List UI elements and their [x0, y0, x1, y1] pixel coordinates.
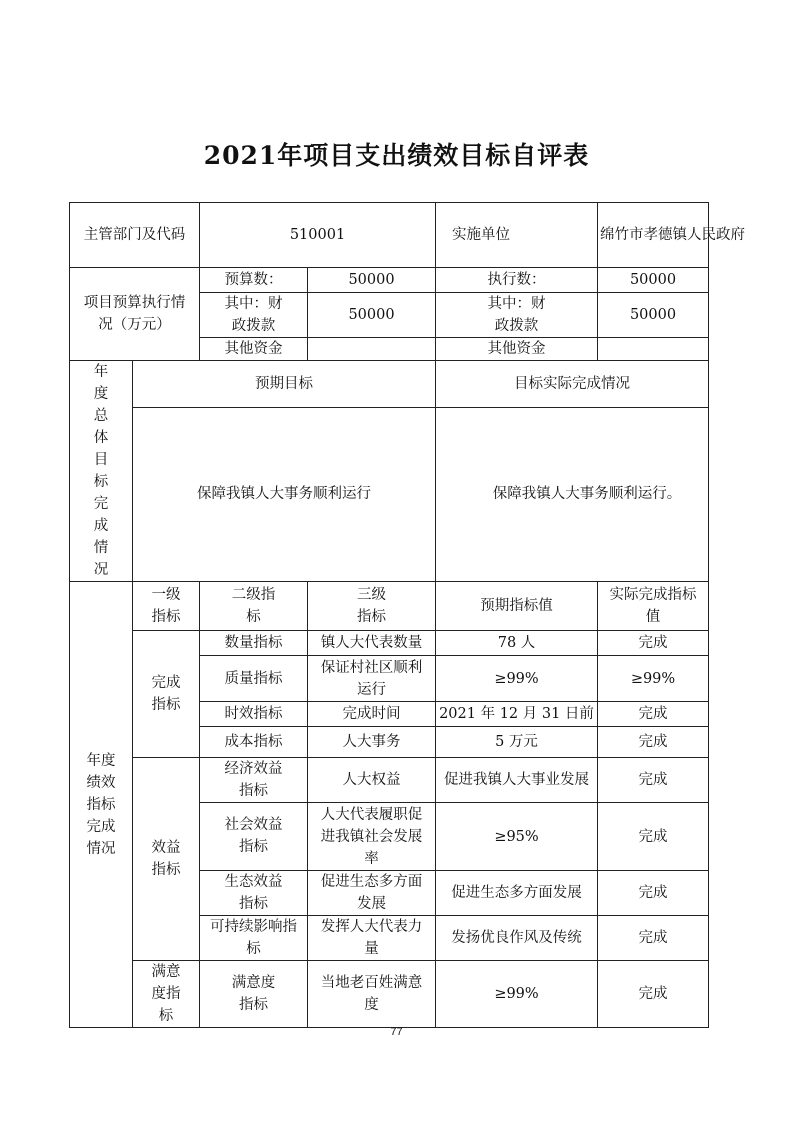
- annual-goal-label: 年度总体目标完成情况: [70, 361, 133, 582]
- actual-cell: 完成: [598, 631, 709, 656]
- indicator-row: [70, 758, 709, 803]
- actual-goal-text: 保障我镇人大事务顺利运行。: [436, 407, 709, 581]
- actual-cell: 完成: [598, 758, 709, 803]
- col-expected: 预期指标值: [436, 582, 598, 631]
- fiscal-value-left: 50000: [308, 293, 436, 338]
- expected-cell: 促进生态多方面发展: [436, 871, 598, 916]
- level2-cell: 数量指标: [200, 631, 308, 656]
- expected-goal-header: 预期目标: [133, 361, 436, 408]
- level2-cell: 可持续影响指标: [200, 916, 308, 961]
- expected-cell: 78 人: [436, 631, 598, 656]
- level3-cell: 当地老百姓满意度: [308, 961, 436, 1028]
- page-title: 2021年项目支出绩效目标自评表: [203, 141, 590, 170]
- expected-cell: 5 万元: [436, 727, 598, 758]
- level3-cell: 人大事务: [308, 727, 436, 758]
- indicator-header-row: [70, 582, 709, 631]
- actual-goal-header: 目标实际完成情况: [436, 361, 709, 408]
- col-level1: 一级指标: [133, 582, 200, 631]
- indicator-row: [70, 961, 709, 1028]
- level3-cell: 发挥人大代表力量: [308, 916, 436, 961]
- budget-value: 50000: [308, 268, 436, 293]
- other-label-left: 其他资金: [200, 338, 308, 361]
- col-level2: 二级指标: [200, 582, 308, 631]
- col-level3: 三级指标: [308, 582, 436, 631]
- actual-cell: 完成: [598, 871, 709, 916]
- level3-cell: 完成时间: [308, 702, 436, 727]
- level2-cell: 生态效益指标: [200, 871, 308, 916]
- actual-cell: 完成: [598, 727, 709, 758]
- actual-cell: ≥99%: [598, 656, 709, 702]
- expected-cell: 发扬优良作风及传统: [436, 916, 598, 961]
- unit-label: 实施单位: [436, 203, 598, 268]
- indicator-row: [70, 631, 709, 656]
- budget-row: [70, 268, 709, 293]
- satisfaction-indicator-label: 满意度指标: [133, 961, 200, 1028]
- col-actual: 实际完成指标值: [598, 582, 709, 631]
- goal-content-row: [70, 407, 709, 581]
- actual-cell: 完成: [598, 961, 709, 1028]
- page-number: 77: [390, 1026, 403, 1038]
- completion-indicator-label: 完成指标: [133, 631, 200, 758]
- level2-cell: 质量指标: [200, 656, 308, 702]
- budget-label: 预算数：: [200, 268, 308, 293]
- goal-header-row: [70, 361, 709, 408]
- expected-cell: ≥99%: [436, 656, 598, 702]
- actual-cell: 完成: [598, 702, 709, 727]
- fiscal-value-right: 50000: [598, 293, 709, 338]
- unit-value: 绵竹市孝德镇人民政府: [598, 203, 709, 268]
- expected-goal-text: 保障我镇人大事务顺利运行: [133, 407, 436, 581]
- fiscal-label-left: 其中：财政拨款: [200, 293, 308, 338]
- expected-cell: 2021 年 12 月 31 日前: [436, 702, 598, 727]
- expected-cell: ≥95%: [436, 803, 598, 871]
- actual-cell: 完成: [598, 803, 709, 871]
- dept-label: 主管部门及代码: [70, 203, 200, 268]
- level2-cell: 成本指标: [200, 727, 308, 758]
- level3-cell: 镇人大代表数量: [308, 631, 436, 656]
- actual-cell: 完成: [598, 916, 709, 961]
- level2-cell: 满意度指标: [200, 961, 308, 1028]
- indicator-section-label: 年度绩效指标完成情况: [70, 582, 133, 1028]
- expected-cell: 促进我镇人大事业发展: [436, 758, 598, 803]
- level2-cell: 社会效益指标: [200, 803, 308, 871]
- level3-cell: 人大代表履职促进我镇社会发展率: [308, 803, 436, 871]
- budget-section-label: 项目预算执行情况（万元）: [70, 268, 200, 361]
- other-label-right: 其他资金: [436, 338, 598, 361]
- expected-cell: ≥99%: [436, 961, 598, 1028]
- exec-value: 50000: [598, 268, 709, 293]
- level2-cell: 时效指标: [200, 702, 308, 727]
- fiscal-label-right: 其中：财政拨款: [436, 293, 598, 338]
- exec-label: 执行数：: [436, 268, 598, 293]
- level3-cell: 促进生态多方面发展: [308, 871, 436, 916]
- performance-table: [69, 202, 746, 1028]
- dept-code: 510001: [200, 203, 436, 268]
- level3-cell: 人大权益: [308, 758, 436, 803]
- level3-cell: 保证村社区顺利运行: [308, 656, 436, 702]
- benefit-indicator-label: 效益指标: [133, 758, 200, 961]
- level2-cell: 经济效益指标: [200, 758, 308, 803]
- header-row: [70, 203, 709, 268]
